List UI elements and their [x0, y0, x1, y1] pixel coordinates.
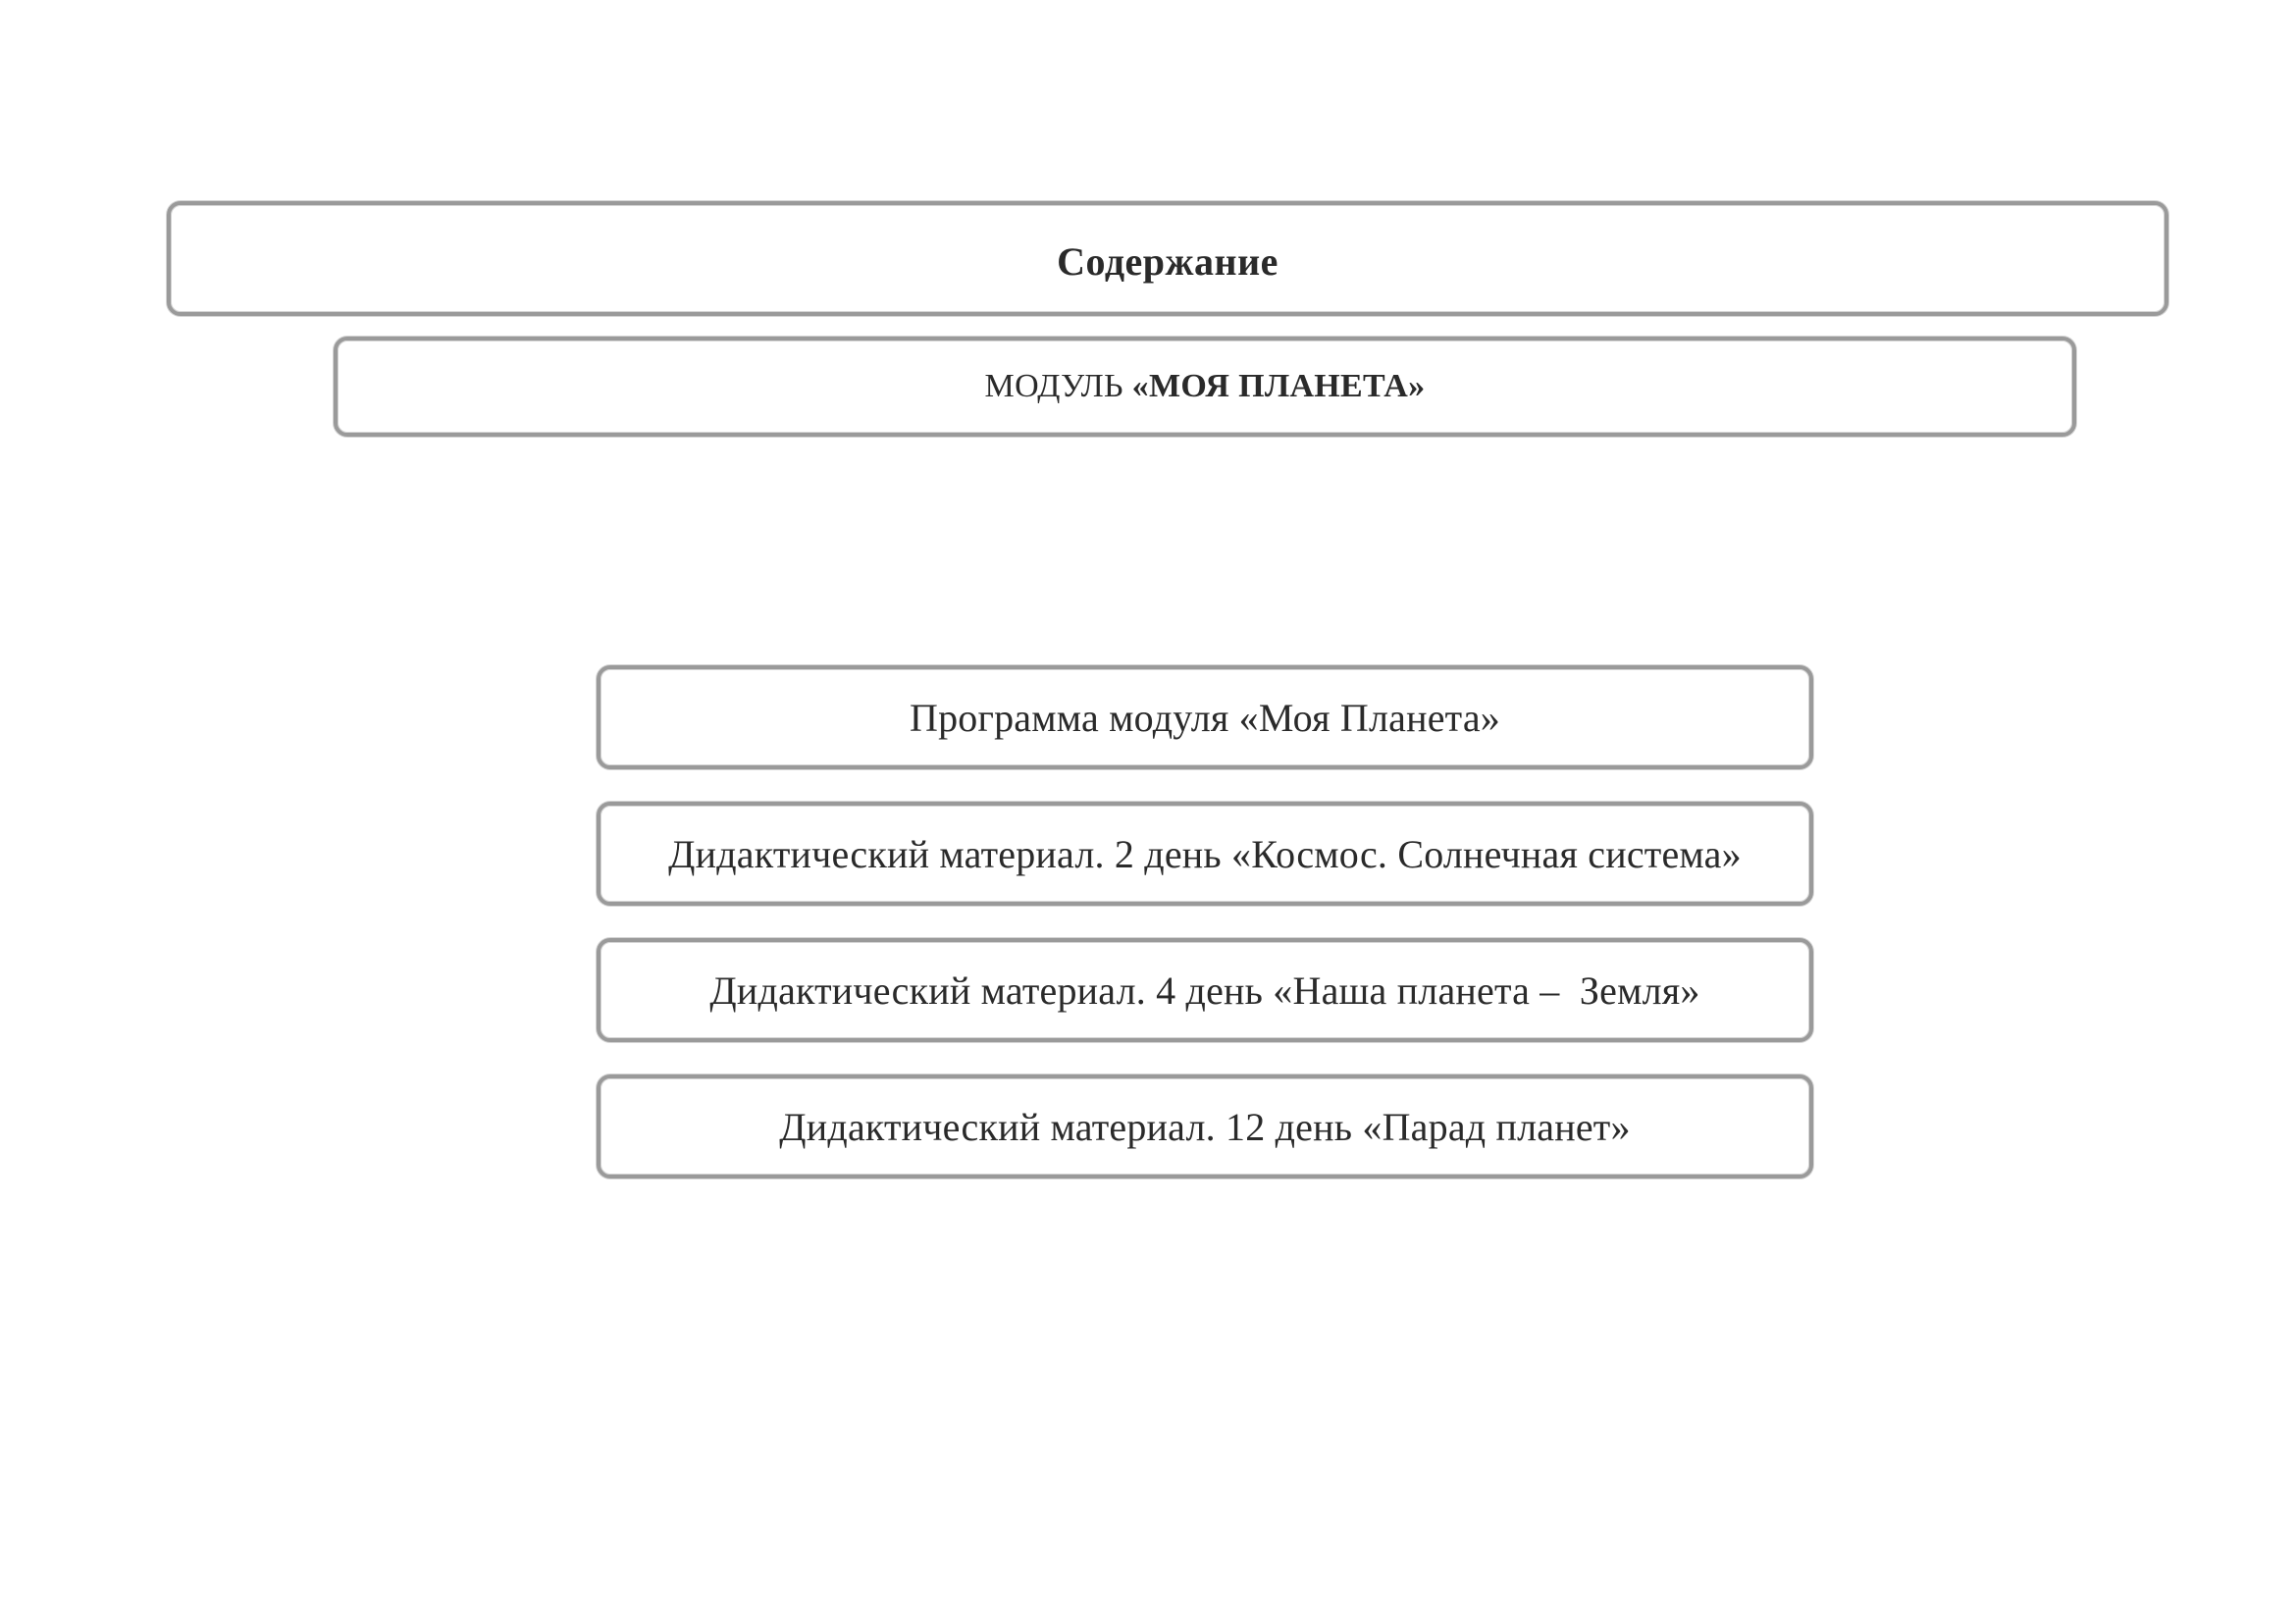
contents-title-box: [167, 201, 2168, 316]
module-name: «МОЯ ПЛАНЕТА»: [1131, 368, 1426, 404]
contents-item-label: Дидактический материал. 2 день «Космос. Солнечная система»: [668, 831, 1742, 876]
contents-item-program[interactable]: [597, 665, 1813, 769]
module-title: [985, 368, 1426, 405]
module-prefix: МОДУЛЬ: [984, 368, 1123, 404]
module-header-box: [334, 337, 2076, 437]
page-title: Содержание: [1057, 239, 1278, 284]
contents-item-day-4[interactable]: [597, 938, 1813, 1042]
contents-item-day-2[interactable]: [597, 802, 1813, 906]
contents-item-label: Программа модуля «Моя Планета»: [910, 695, 1500, 740]
contents-item-label: Дидактический материал. 4 день «Наша планета – Земля»: [709, 968, 1700, 1013]
contents-item-label: Дидактический материал. 12 день «Парад планет»: [779, 1104, 1631, 1149]
contents-item-day-12[interactable]: [597, 1074, 1813, 1178]
